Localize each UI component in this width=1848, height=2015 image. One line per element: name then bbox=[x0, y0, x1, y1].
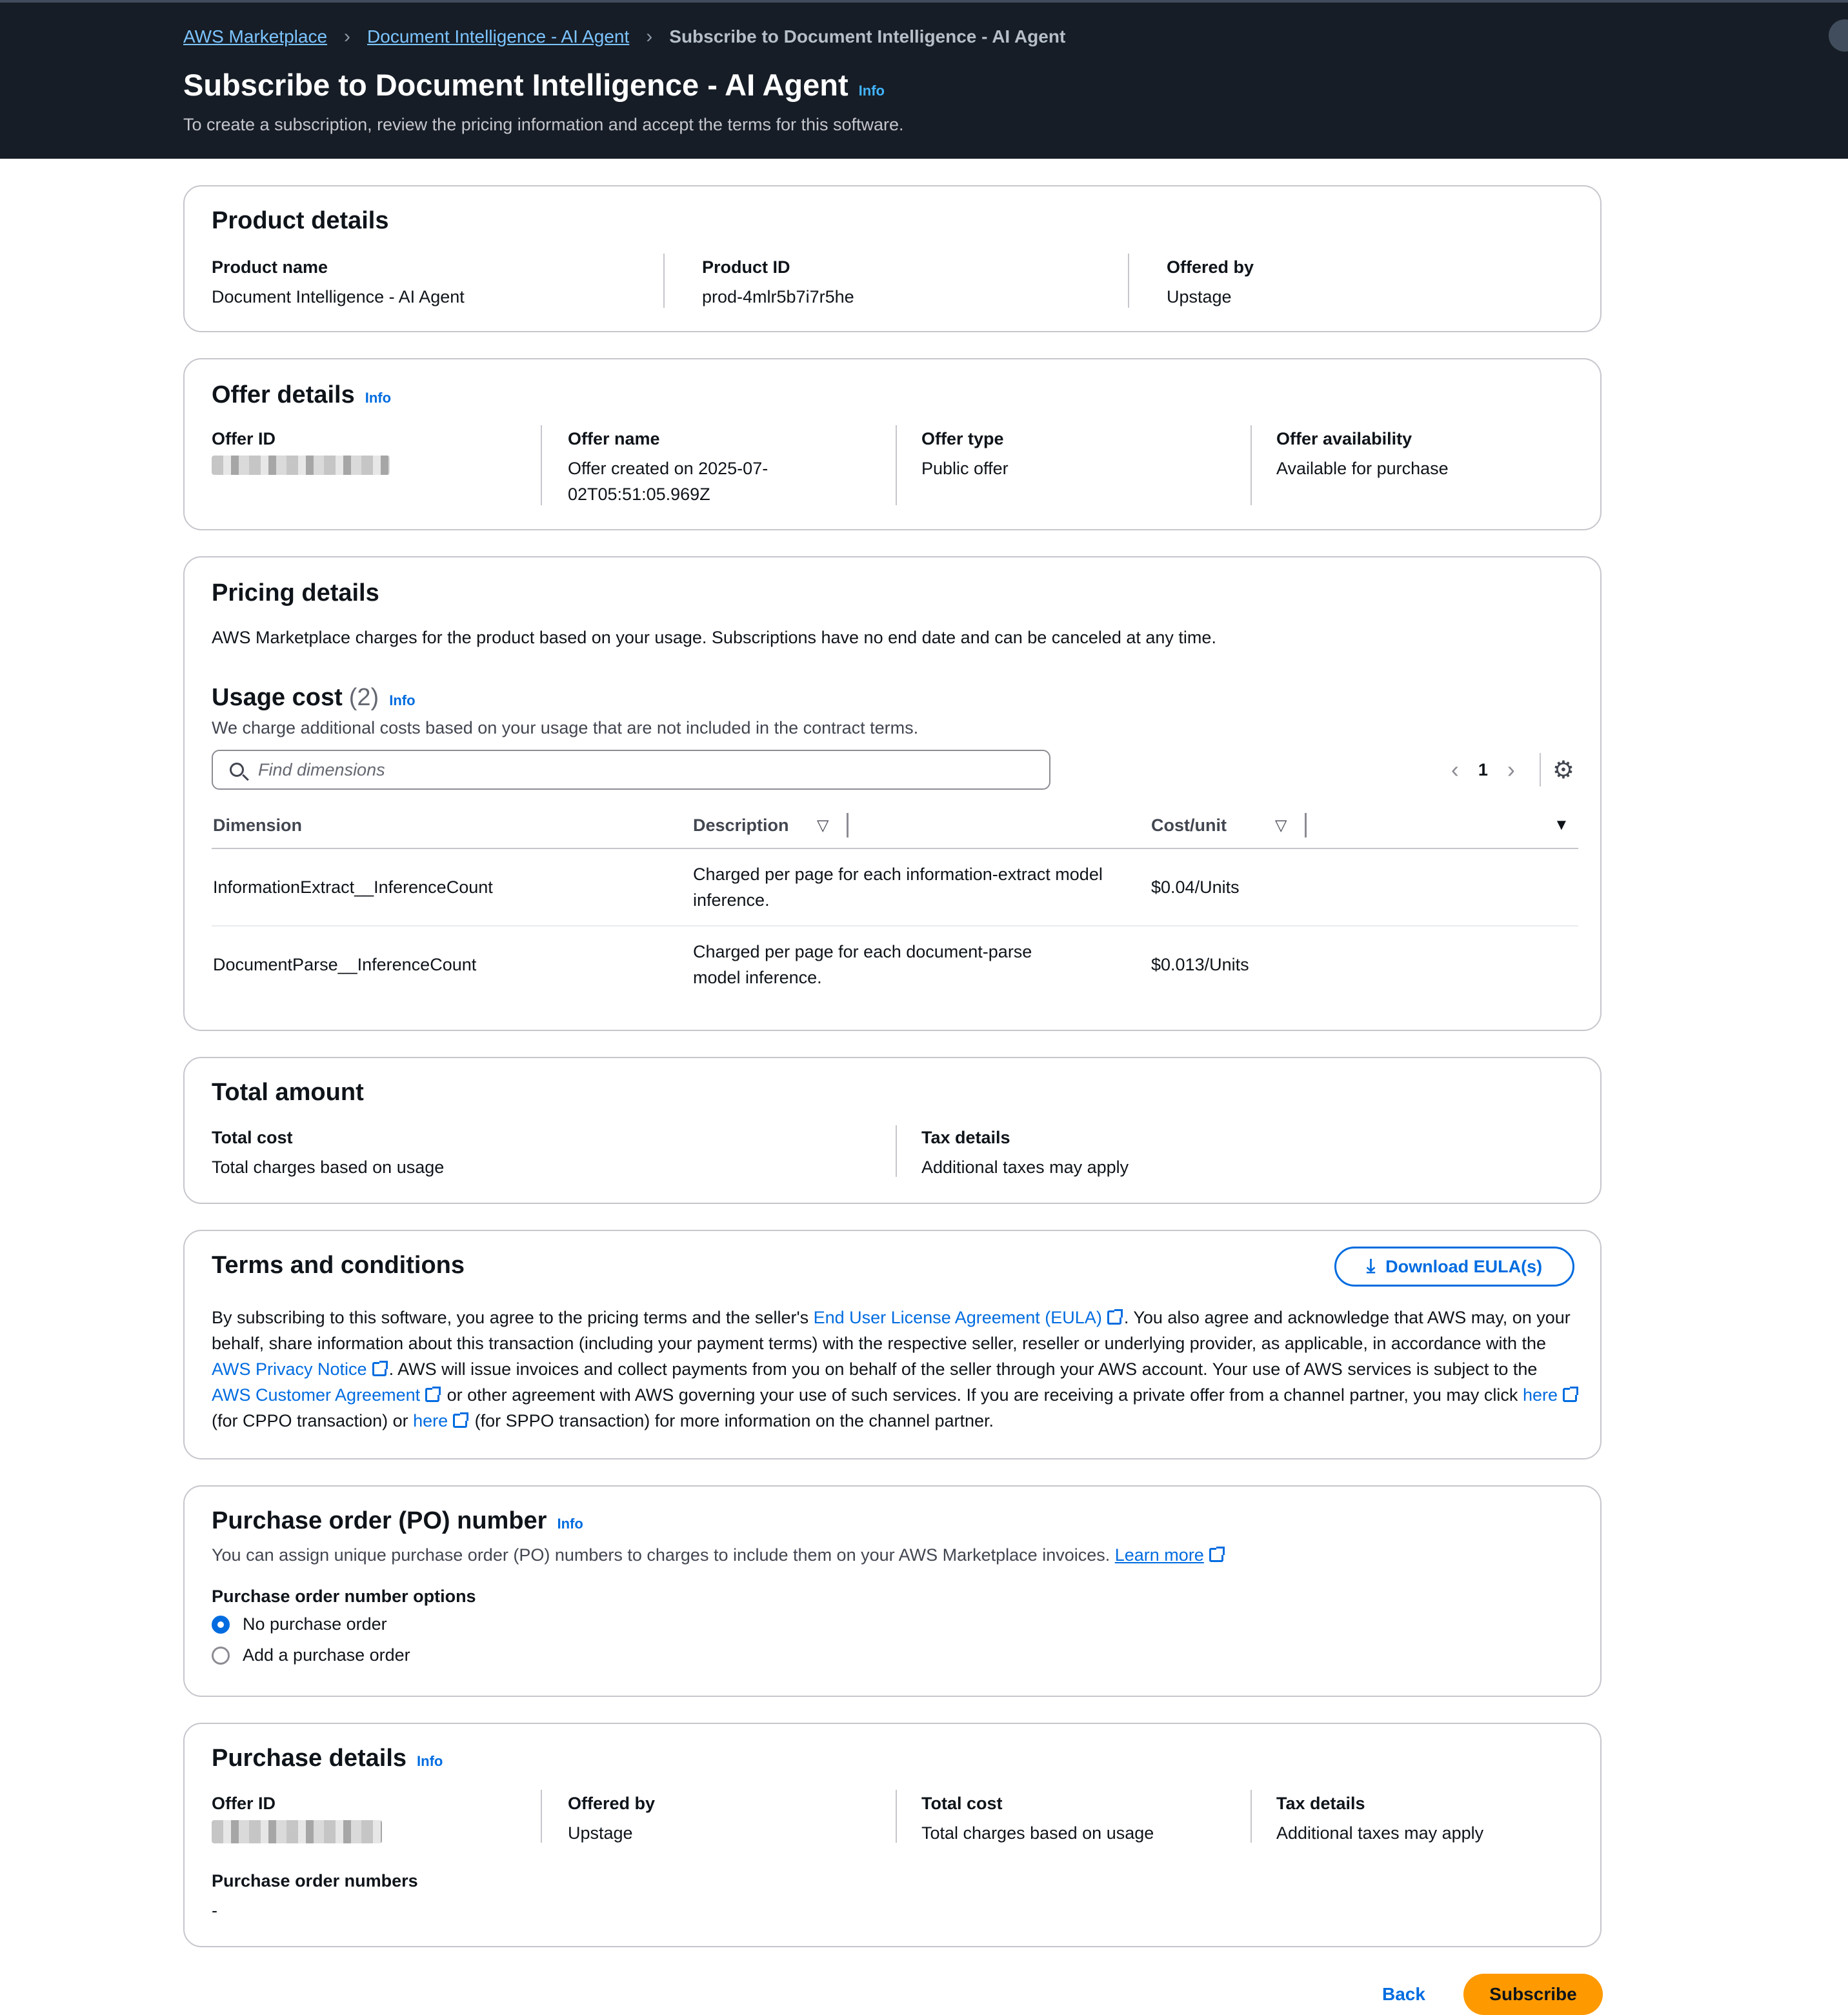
purchase-offered-by-value: Upstage bbox=[568, 1823, 633, 1843]
offer-availability-field bbox=[1276, 429, 1449, 481]
terms-text-1: By subscribing to this software, you agree to the pricing terms and the seller's bbox=[212, 1308, 814, 1327]
pricing-description: AWS Marketplace charges for the product based on your usage. Subscriptions have no end date and can be canceled at any time. bbox=[212, 628, 1216, 647]
divider bbox=[1128, 254, 1129, 308]
terms-text-3: . AWS will issue invoices and collect payments from you on behalf of the seller through your AWS account. Your use of AWS services is subject to the bbox=[388, 1359, 1538, 1379]
offered-by-value: Upstage bbox=[1167, 287, 1232, 306]
terms-text-6: (for SPPO transaction) for more information on the channel partner. bbox=[470, 1411, 994, 1430]
purchase-tax-value: Additional taxes may apply bbox=[1276, 1823, 1484, 1843]
terms-title: Terms and conditions bbox=[212, 1252, 465, 1279]
download-eula-button[interactable] bbox=[1334, 1247, 1574, 1287]
divider bbox=[1250, 1790, 1252, 1843]
pricing-details-title: Pricing details bbox=[212, 579, 379, 607]
offer-id-value bbox=[212, 456, 390, 482]
tax-details-value: Additional taxes may apply bbox=[921, 1158, 1129, 1177]
dimension-cell: InformationExtract__InferenceCount bbox=[213, 877, 493, 897]
radio-selected-icon[interactable] bbox=[212, 1616, 230, 1634]
column-resizer[interactable] bbox=[847, 813, 849, 837]
radio-add-purchase-order[interactable] bbox=[212, 1645, 410, 1665]
find-dimensions-search[interactable] bbox=[212, 750, 1050, 790]
purchase-order-numbers-label: Purchase order numbers bbox=[212, 1871, 418, 1890]
radio-no-purchase-order[interactable] bbox=[212, 1614, 387, 1634]
redacted-offer-id bbox=[212, 456, 390, 475]
purchase-offered-by-label: Offered by bbox=[568, 1794, 656, 1813]
pagination bbox=[1438, 751, 1574, 788]
usage-cost-title-text: Usage cost bbox=[212, 684, 343, 711]
redacted-offer-id bbox=[212, 1820, 382, 1843]
cppo-here-link[interactable]: here bbox=[1522, 1385, 1558, 1405]
page-info-link[interactable]: Info bbox=[858, 83, 885, 99]
search-placeholder: Find dimensions bbox=[258, 759, 385, 779]
divider bbox=[541, 1790, 542, 1843]
terms-card bbox=[183, 1230, 1602, 1459]
product-name-label: Product name bbox=[212, 257, 328, 277]
usage-cost-description: We charge additional costs based on your usage that are not included in the contract terms. bbox=[212, 718, 919, 737]
learn-more-link[interactable]: Learn more bbox=[1114, 1545, 1204, 1565]
column-header-description[interactable]: Description bbox=[693, 815, 789, 835]
table-row bbox=[212, 849, 1578, 927]
purchase-offer-id-label: Offer ID bbox=[212, 1794, 276, 1813]
column-header-cost[interactable]: Cost/unit bbox=[1151, 815, 1227, 835]
current-page[interactable]: 1 bbox=[1478, 759, 1488, 779]
tax-details-label: Tax details bbox=[921, 1128, 1010, 1147]
offer-id-field bbox=[212, 429, 390, 482]
divider bbox=[663, 254, 665, 308]
offer-type-label: Offer type bbox=[921, 429, 1004, 448]
sort-icon[interactable]: ▽ bbox=[1275, 816, 1287, 834]
offer-details-title bbox=[212, 381, 391, 409]
divider bbox=[541, 425, 542, 505]
external-link-icon bbox=[372, 1362, 387, 1376]
chevron-right-icon: › bbox=[646, 26, 653, 47]
purchase-offer-id-value bbox=[212, 1820, 382, 1850]
chevron-right-icon: › bbox=[344, 26, 351, 47]
purchase-order-title bbox=[212, 1507, 583, 1535]
page-subtitle: To create a subscription, review the pricing information and accept the terms for this software. bbox=[183, 115, 904, 134]
po-info-link[interactable]: Info bbox=[557, 1516, 583, 1532]
chevron-right-icon[interactable]: › bbox=[1507, 756, 1515, 783]
gear-icon[interactable]: ⚙ bbox=[1552, 756, 1574, 784]
chevron-left-icon[interactable]: ‹ bbox=[1451, 756, 1459, 783]
offer-availability-label: Offer availability bbox=[1276, 429, 1412, 448]
purchase-offer-id-field bbox=[212, 1794, 382, 1850]
offered-by-field bbox=[1167, 257, 1254, 310]
offer-type-field bbox=[921, 429, 1009, 481]
column-resizer[interactable] bbox=[1305, 813, 1307, 837]
column-header-dimension[interactable]: Dimension bbox=[213, 815, 303, 835]
po-description bbox=[212, 1542, 1226, 1568]
product-id-label: Product ID bbox=[702, 257, 790, 277]
breadcrumb-marketplace-link[interactable]: AWS Marketplace bbox=[183, 26, 328, 46]
total-cost-field bbox=[212, 1128, 444, 1180]
purchase-total-cost-field bbox=[921, 1794, 1154, 1846]
usage-info-link[interactable]: Info bbox=[389, 692, 416, 708]
sort-descending-icon[interactable]: ▼ bbox=[1554, 816, 1569, 834]
purchase-total-cost-label: Total cost bbox=[921, 1794, 1003, 1813]
product-details-title: Product details bbox=[212, 207, 389, 234]
purchase-order-title-text: Purchase order (PO) number bbox=[212, 1507, 547, 1534]
external-link-icon bbox=[425, 1388, 439, 1402]
total-cost-value: Total charges based on usage bbox=[212, 1158, 445, 1177]
page-header bbox=[0, 0, 1848, 159]
offer-availability-value: Available for purchase bbox=[1276, 459, 1449, 478]
purchase-total-cost-value: Total charges based on usage bbox=[921, 1823, 1154, 1843]
total-amount-card bbox=[183, 1057, 1602, 1204]
total-cost-label: Total cost bbox=[212, 1128, 293, 1147]
divider bbox=[896, 425, 897, 505]
pager-divider bbox=[1540, 753, 1541, 787]
purchase-order-numbers-value: - bbox=[212, 1901, 217, 1920]
table-row bbox=[212, 927, 1578, 1003]
total-amount-title: Total amount bbox=[212, 1079, 364, 1106]
description-cell: Charged per page for each information-extract model inference. bbox=[693, 865, 1103, 910]
download-eula-label: Download EULA(s) bbox=[1385, 1256, 1543, 1276]
download-icon: ⤓ bbox=[1366, 1256, 1376, 1277]
purchase-order-numbers-field bbox=[212, 1871, 418, 1923]
terms-text bbox=[212, 1305, 1580, 1434]
external-link-icon bbox=[453, 1414, 467, 1428]
offer-name-value: Offer created on 2025-07-02T05:51:05.969Z bbox=[568, 459, 768, 504]
usage-cost-count: (2) bbox=[348, 684, 379, 711]
external-link-icon bbox=[1209, 1548, 1223, 1562]
radio-label: Add a purchase order bbox=[243, 1645, 410, 1665]
purchase-tax-field bbox=[1276, 1794, 1483, 1846]
product-name-field bbox=[212, 257, 465, 310]
header-edge bbox=[0, 0, 1848, 3]
po-options-label: Purchase order number options bbox=[212, 1587, 476, 1606]
back-button[interactable]: Back bbox=[1382, 1984, 1425, 2004]
description-cell: Charged per page for each document-parse model inference. bbox=[693, 942, 1032, 987]
product-id-field bbox=[702, 257, 854, 310]
breadcrumb-current: Subscribe to Document Intelligence - AI Agent bbox=[669, 26, 1066, 46]
page-title-text: Subscribe to Document Intelligence - AI Agent bbox=[183, 68, 849, 102]
purchase-details-title-text: Purchase details bbox=[212, 1745, 407, 1772]
terms-text-5: (for CPPO transaction) or bbox=[212, 1411, 414, 1430]
product-name-value: Document Intelligence - AI Agent bbox=[212, 287, 465, 306]
external-link-icon bbox=[1563, 1388, 1577, 1402]
cost-cell: $0.04/Units bbox=[1151, 877, 1240, 897]
sort-icon[interactable]: ▽ bbox=[817, 816, 829, 834]
cost-cell: $0.013/Units bbox=[1151, 955, 1249, 974]
divider bbox=[896, 1125, 897, 1177]
eula-link[interactable]: End User License Agreement (EULA) bbox=[813, 1308, 1102, 1327]
purchase-details-title bbox=[212, 1745, 443, 1772]
divider bbox=[1250, 425, 1252, 505]
purchase-offered-by-field bbox=[568, 1794, 655, 1846]
offer-type-value: Public offer bbox=[921, 459, 1009, 478]
offer-name-label: Offer name bbox=[568, 429, 660, 448]
table-header bbox=[212, 803, 1578, 849]
product-details-card bbox=[183, 185, 1602, 332]
offered-by-label: Offered by bbox=[1167, 257, 1254, 277]
privacy-notice-link[interactable]: AWS Privacy Notice bbox=[212, 1359, 367, 1379]
terms-text-4: or other agreement with AWS governing your use of such services. If you are receiving a private offer from a channel partner, you may click bbox=[442, 1385, 1523, 1405]
divider bbox=[896, 1790, 897, 1843]
offer-details-card bbox=[183, 358, 1602, 530]
external-link-icon bbox=[1107, 1310, 1121, 1325]
subscribe-button[interactable]: Subscribe bbox=[1463, 1974, 1603, 2015]
purchase-info-link[interactable]: Info bbox=[417, 1753, 443, 1769]
customer-agreement-link[interactable]: AWS Customer Agreement bbox=[212, 1385, 421, 1405]
breadcrumb-product-link[interactable]: Document Intelligence - AI Agent bbox=[367, 26, 630, 46]
purchase-details-card bbox=[183, 1723, 1602, 1947]
usage-cost-title bbox=[212, 684, 416, 712]
terms-text-2: . You also agree and acknowledge that AWS may, on your behalf, share information about this transaction (including your payment terms) with the respective seller, reseller or underlying provider, as applicable, in accordance with the bbox=[212, 1308, 1571, 1353]
sppo-here-link[interactable]: here bbox=[413, 1411, 448, 1430]
purchase-order-card bbox=[183, 1485, 1602, 1697]
product-id-value: prod-4mlr5b7i7r5he bbox=[702, 287, 854, 306]
pricing-details-card bbox=[183, 556, 1602, 1031]
tax-details-field bbox=[921, 1128, 1129, 1180]
breadcrumb bbox=[183, 26, 1065, 48]
radio-unselected-icon[interactable] bbox=[212, 1647, 230, 1665]
offer-id-label: Offer ID bbox=[212, 429, 276, 448]
radio-label: No purchase order bbox=[243, 1614, 387, 1634]
purchase-tax-label: Tax details bbox=[1276, 1794, 1365, 1813]
search-icon bbox=[230, 763, 244, 777]
offer-details-title-text: Offer details bbox=[212, 381, 355, 408]
po-description-text: You can assign unique purchase order (PO) numbers to charges to include them on your AWS Marketplace invoices. bbox=[212, 1545, 1115, 1565]
dimension-cell: DocumentParse__InferenceCount bbox=[213, 955, 477, 974]
offer-info-link[interactable]: Info bbox=[365, 390, 392, 406]
offer-name-field bbox=[568, 429, 813, 507]
side-panel-toggle[interactable] bbox=[1829, 19, 1848, 52]
page-title bbox=[183, 67, 885, 103]
